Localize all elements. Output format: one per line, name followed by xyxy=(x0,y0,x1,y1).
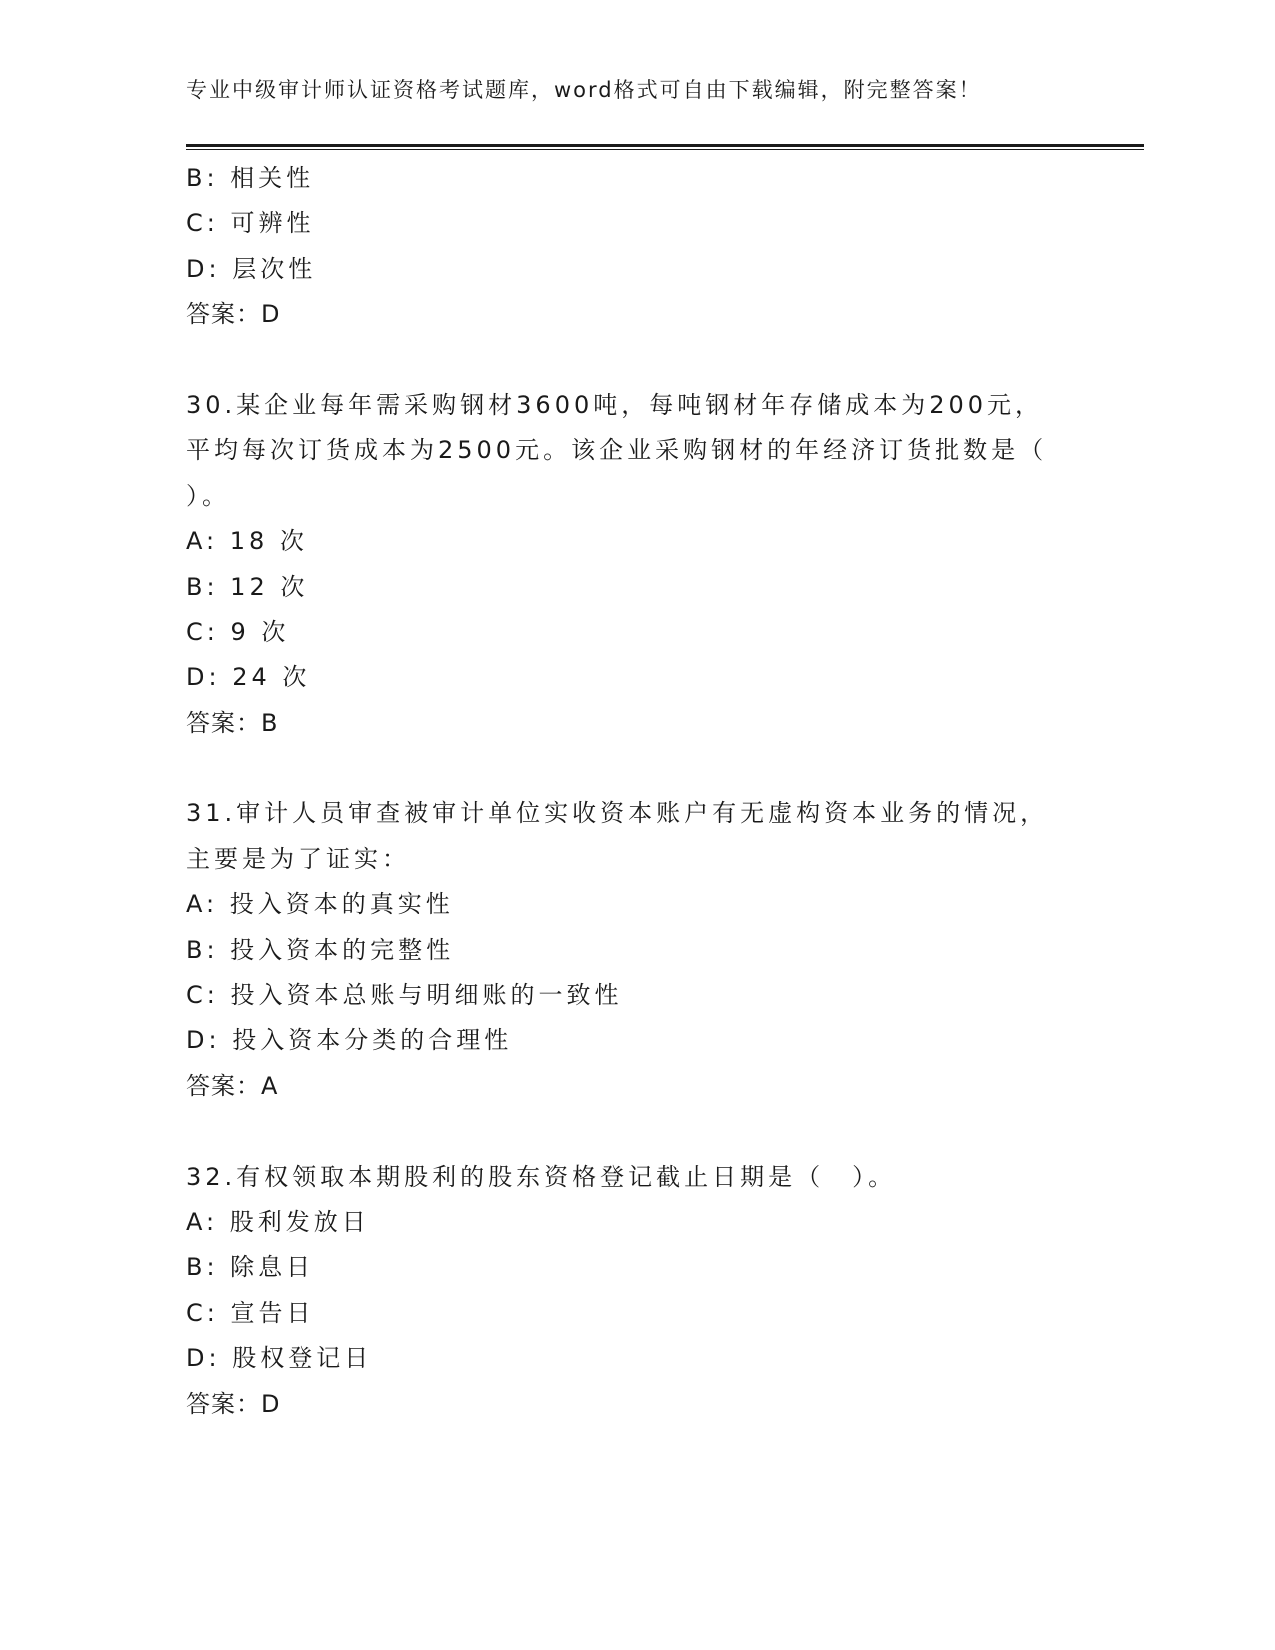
header-divider-thin xyxy=(186,149,1144,150)
question-list xyxy=(186,156,1076,1427)
answer-line: 答案：D xyxy=(186,300,281,329)
option-c: C: 宣告日 xyxy=(186,1298,315,1327)
answer-line: 答案：A xyxy=(186,1071,279,1100)
option-b: B: 除息日 xyxy=(186,1253,315,1282)
option-d: D: 24 次 xyxy=(186,663,311,692)
option-c: C: 可辨性 xyxy=(186,209,315,238)
option-c: C: 9 次 xyxy=(186,617,290,646)
option-d: D: 投入资本分类的合理性 xyxy=(186,1026,513,1055)
question-stem: 平均每次订货成本为2500元。该企业采购钢材的年经济订货批数是（ xyxy=(186,436,1048,465)
option-d: D: 层次性 xyxy=(186,254,317,283)
spacer xyxy=(186,746,1076,791)
option-c: C: 投入资本总账与明细账的一致性 xyxy=(186,981,623,1010)
header-divider xyxy=(186,144,1144,147)
question-stem: ）。 xyxy=(186,481,230,510)
question-stem: 31.审计人员审查被审计单位实收资本账户有无虚构资本业务的情况， xyxy=(186,799,1049,828)
answer-line: 答案：B xyxy=(186,708,279,737)
spacer xyxy=(186,1109,1076,1154)
question-29-continued xyxy=(186,156,1076,338)
question-32 xyxy=(186,1155,1076,1427)
answer-line: 答案：D xyxy=(186,1389,281,1418)
option-a: A: 18 次 xyxy=(186,527,308,556)
option-a: A: 股利发放日 xyxy=(186,1207,370,1236)
question-31 xyxy=(186,791,1076,1109)
question-30 xyxy=(186,383,1076,746)
question-stem: 30.某企业每年需采购钢材3600吨，每吨钢材年存储成本为200元， xyxy=(186,390,1044,419)
option-b: B: 投入资本的完整性 xyxy=(186,935,455,964)
question-stem: 32.有权领取本期股利的股东资格登记截止日期是（ ）。 xyxy=(186,1162,897,1191)
page-header: 专业中级审计师认证资格考试题库，word格式可自由下载编辑，附完整答案！ xyxy=(186,78,982,102)
question-stem: 主要是为了证实： xyxy=(186,844,410,873)
spacer xyxy=(186,338,1076,383)
option-a: A: 投入资本的真实性 xyxy=(186,890,454,919)
option-b: B: 12 次 xyxy=(186,572,309,601)
option-b: B: 相关性 xyxy=(186,164,315,192)
option-d: D: 股权登记日 xyxy=(186,1344,373,1373)
